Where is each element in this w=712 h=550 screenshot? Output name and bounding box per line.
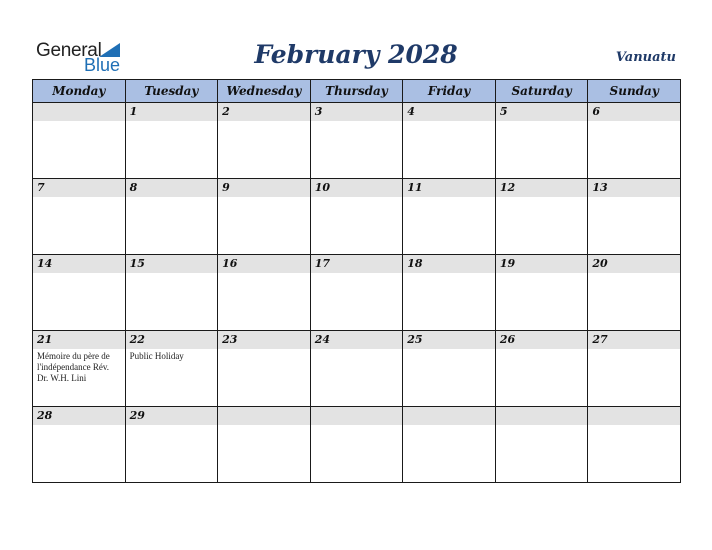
- day-cell: [495, 331, 588, 407]
- day-header-bar: [403, 255, 495, 273]
- day-cell: [495, 255, 588, 331]
- day-cell: [33, 179, 126, 255]
- day-cell: [125, 103, 218, 179]
- day-cell: [310, 179, 403, 255]
- day-cell: [33, 407, 126, 483]
- day-cell: [403, 331, 496, 407]
- logo-text-blue: Blue: [84, 55, 121, 75]
- day-header-bar: [33, 331, 125, 349]
- day-cell: [588, 255, 681, 331]
- day-cell: [403, 103, 496, 179]
- day-cell: [218, 331, 311, 407]
- day-number: 23: [222, 333, 238, 346]
- day-cell: [125, 255, 218, 331]
- day-header-bar: [126, 407, 218, 425]
- week-row: [33, 255, 681, 331]
- day-header-bar: [588, 103, 680, 121]
- holiday-event: Mémoire du père de l'indépendance Rév. Dr. W.H. Lini: [37, 351, 110, 383]
- week-row: [33, 407, 681, 483]
- day-cell: [588, 407, 681, 483]
- weekday-wednesday: Wednesday: [218, 80, 311, 103]
- day-header-bar: [403, 407, 495, 425]
- day-header-bar: [496, 407, 588, 425]
- day-number: 2: [222, 105, 230, 118]
- day-cell: [403, 255, 496, 331]
- week-row: [33, 331, 681, 407]
- day-header-bar: [126, 331, 218, 349]
- day-header-bar: [33, 255, 125, 273]
- day-number: 29: [129, 409, 145, 422]
- day-cell: [33, 103, 126, 179]
- day-number: 18: [407, 257, 423, 270]
- day-header-bar: [588, 407, 680, 425]
- day-number: 3: [314, 105, 323, 118]
- day-cell: [218, 179, 311, 255]
- day-number: 20: [592, 257, 608, 270]
- day-header-bar: [218, 179, 310, 197]
- day-header-bar: [33, 103, 125, 121]
- day-cell: [588, 331, 681, 407]
- day-header-bar: [218, 407, 310, 425]
- day-header-bar: [126, 179, 218, 197]
- day-header-bar: [311, 103, 403, 121]
- day-header-bar: [126, 255, 218, 273]
- day-header-bar: [496, 255, 588, 273]
- day-header-bar: [588, 331, 680, 349]
- weekday-saturday: Saturday: [495, 80, 588, 103]
- country-name: Vanuatu: [615, 50, 676, 65]
- day-cell: [310, 103, 403, 179]
- day-number: 1: [129, 105, 138, 118]
- holiday-event: Public Holiday: [129, 351, 184, 361]
- day-header-bar: [496, 331, 588, 349]
- day-cell: [495, 103, 588, 179]
- calendar-grid: [32, 79, 681, 483]
- day-number: 7: [37, 181, 45, 194]
- day-number: 17: [314, 257, 330, 270]
- day-number: 14: [37, 257, 53, 270]
- day-header-bar: [33, 179, 125, 197]
- day-cell: [310, 407, 403, 483]
- day-number: 27: [592, 333, 608, 346]
- day-number: 22: [129, 333, 145, 346]
- day-number: 25: [407, 333, 423, 346]
- weekday-tuesday: Tuesday: [125, 80, 218, 103]
- day-header-bar: [126, 103, 218, 121]
- day-cell: [218, 255, 311, 331]
- day-header-bar: [403, 331, 495, 349]
- day-number: 24: [314, 333, 330, 346]
- day-cell: [125, 179, 218, 255]
- day-number: 4: [407, 105, 415, 118]
- day-number: 9: [222, 181, 230, 194]
- day-cell: [310, 255, 403, 331]
- day-cell: [588, 103, 681, 179]
- day-cell: [495, 407, 588, 483]
- day-cell: [33, 331, 126, 407]
- day-number: 16: [222, 257, 238, 270]
- day-number: 28: [37, 409, 53, 422]
- weekday-monday: Monday: [33, 80, 126, 103]
- calendar-title: February 2028: [254, 40, 458, 69]
- day-header-bar: [311, 331, 403, 349]
- day-header-bar: [588, 179, 680, 197]
- day-number: 8: [129, 181, 138, 194]
- week-row: [33, 179, 681, 255]
- day-cell: [495, 179, 588, 255]
- day-header-bar: [403, 179, 495, 197]
- day-header-bar: [496, 179, 588, 197]
- day-cell: [403, 407, 496, 483]
- day-header-bar: [403, 103, 495, 121]
- day-number: 5: [499, 105, 508, 118]
- day-number: 11: [407, 181, 423, 194]
- day-cell: [33, 255, 126, 331]
- day-cell: [588, 179, 681, 255]
- day-number: 10: [314, 181, 330, 194]
- day-cell: [310, 331, 403, 407]
- day-cell: [125, 331, 218, 407]
- day-header-bar: [311, 179, 403, 197]
- day-number: 19: [499, 257, 516, 270]
- calendar-body: [33, 103, 681, 483]
- day-number: 12: [499, 181, 516, 194]
- day-header-bar: [588, 255, 680, 273]
- day-header-bar: [33, 407, 125, 425]
- day-number: 13: [592, 181, 608, 194]
- day-cell: [403, 179, 496, 255]
- day-header-bar: [218, 255, 310, 273]
- logo-text-general: General: [36, 40, 102, 61]
- day-number: 21: [37, 333, 53, 346]
- day-cell: [218, 103, 311, 179]
- weekday-friday: Friday: [403, 80, 496, 103]
- day-number: 6: [592, 105, 601, 118]
- weekday-header-row: [33, 80, 681, 103]
- day-header-bar: [311, 407, 403, 425]
- day-cell: [125, 407, 218, 483]
- day-cell: [218, 407, 311, 483]
- day-header-bar: [496, 103, 588, 121]
- day-number: 15: [129, 257, 145, 270]
- week-row: [33, 103, 681, 179]
- weekday-sunday: Sunday: [588, 80, 681, 103]
- day-number: 26: [499, 333, 516, 346]
- day-header-bar: [218, 331, 310, 349]
- weekday-thursday: Thursday: [310, 80, 403, 103]
- day-header-bar: [218, 103, 310, 121]
- day-header-bar: [311, 255, 403, 273]
